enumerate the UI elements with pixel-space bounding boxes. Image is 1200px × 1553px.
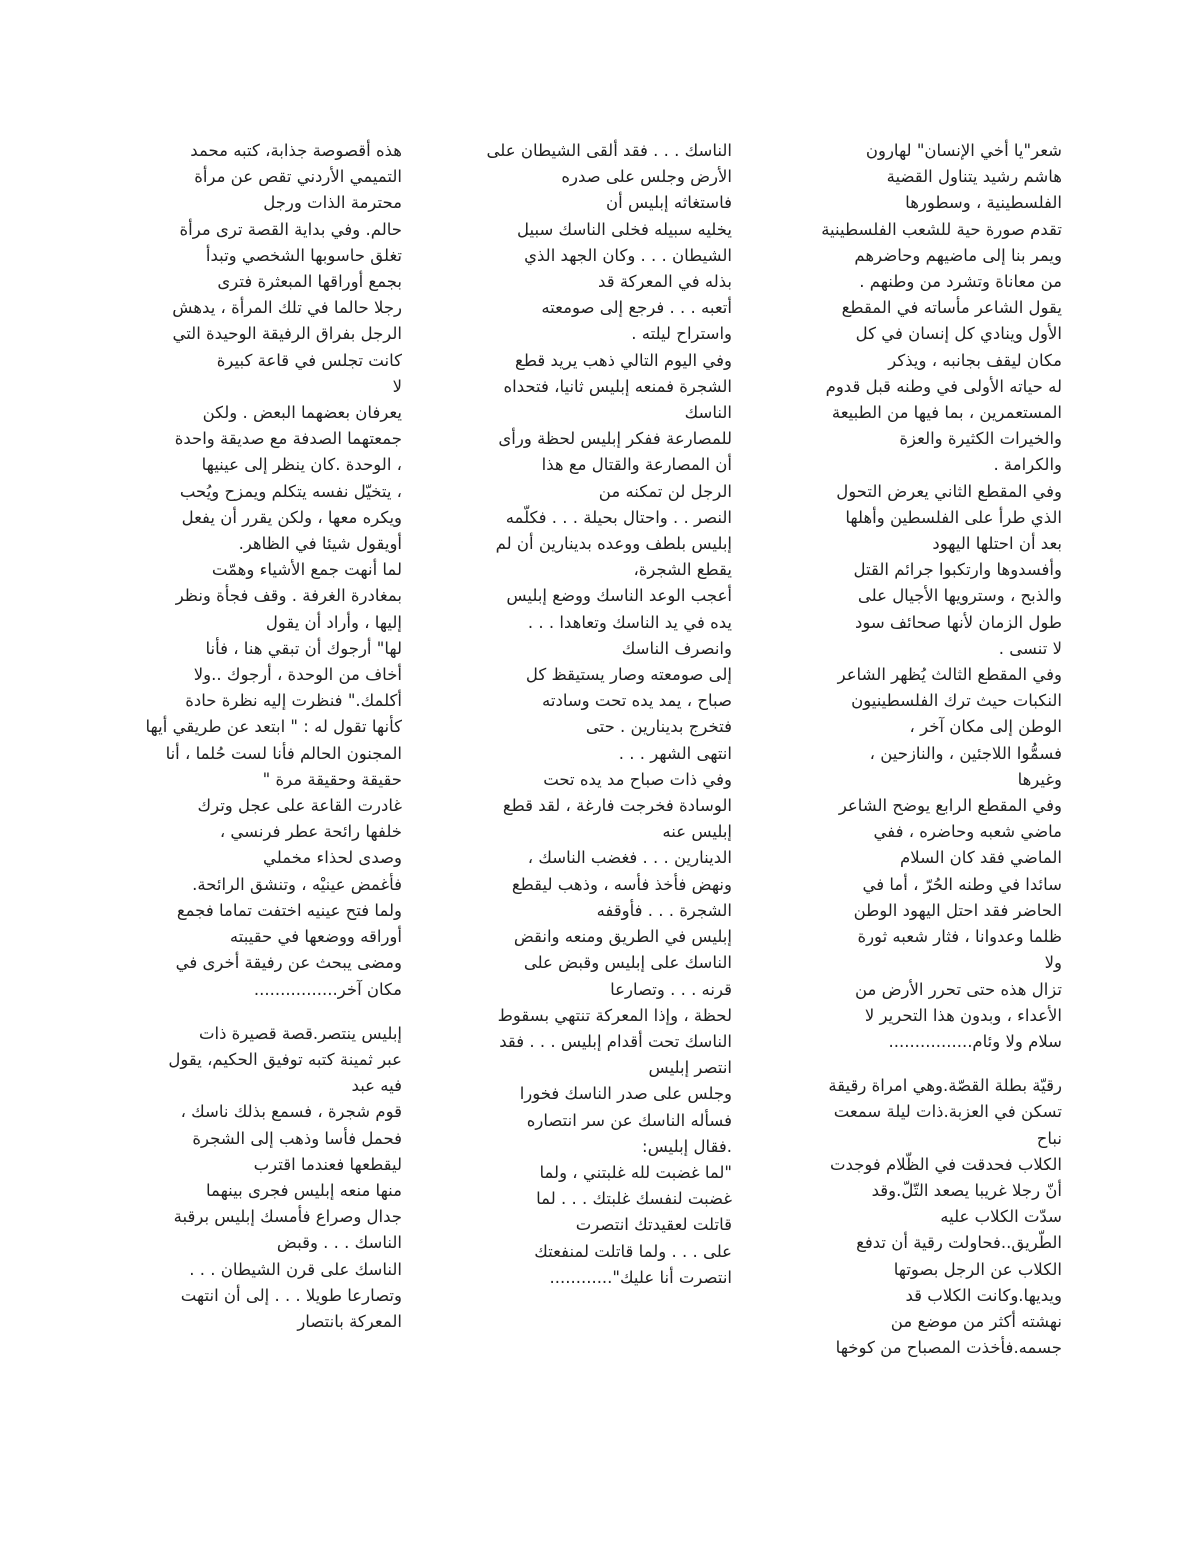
text-line: جدال وصراع فأمسك إبليس برقبة: [173, 1207, 402, 1227]
text-line: الكلاب فحدقت في الظّلام فوجدت: [829, 1154, 1062, 1174]
text-line: غادرت القاعة على عجل وترك: [197, 796, 402, 816]
text-line: يقول الشاعر مأساته في المقطع: [841, 298, 1062, 318]
text-line: سدّت الكلاب عليه: [940, 1207, 1062, 1227]
text-line: أكلمك." فنظرت إليه نظرة حادة: [185, 691, 402, 711]
text-line: الحاضر فقد احتل اليهود الوطن: [853, 900, 1062, 920]
text-line: الناسك . . . فقد ألقى الشيطان على: [486, 141, 732, 160]
text-line: ظلما وعدوانا ، فثار شعبه ثورة: [857, 927, 1062, 947]
text-line: بعد أن احتلها اليهود: [932, 534, 1062, 554]
text-line: إليها ، وأراد أن يقول: [265, 612, 402, 632]
text-line: الرجل لن تمكنه من: [598, 481, 732, 501]
text-line: وغيرها: [1017, 769, 1062, 789]
text-line: الوطن إلى مكان آخر ،: [909, 717, 1062, 737]
text-line: فسأله الناسك عن سر انتصاره: [526, 1110, 732, 1130]
text-line: انتصر إبليس: [648, 1058, 732, 1078]
text-line: المعركة بانتصار: [297, 1311, 402, 1331]
text-line: جمعتهما الصدفة مع صديقة واحدة: [174, 429, 402, 449]
text-line: جسمه.فأخذت المصباح من كوخها: [835, 1338, 1062, 1358]
text-line: إبليس ينتصر.قصة قصيرة ذات: [198, 1023, 402, 1043]
text-line: حالم. وفي بداية القصة ترى مرأة: [179, 219, 402, 239]
text-line: لا: [392, 376, 402, 396]
text-line: الشيطان . . . وكان الجهد الذي: [524, 245, 732, 265]
text-line: لما أنهت جمع الأشياء وهمّت: [211, 560, 402, 580]
text-line: المستعمرين ، بما فيها من الطبيعة: [831, 403, 1062, 423]
text-line: قاتلت لعقيدتك انتصرت: [575, 1215, 732, 1235]
text-line: الناسك تحت أقدام إبليس . . . فقد: [499, 1031, 732, 1051]
text-line: وتصارعا طويلا . . . إلى أن انتهت: [180, 1285, 402, 1305]
text-line: الناسك على قرن الشيطان . . .: [189, 1259, 402, 1279]
text-line: بجمع أوراقها المبعثرة فترى: [217, 272, 402, 292]
text-line: الماضي فقد كان السلام: [900, 848, 1062, 868]
text-line: تزال هذه حتى تحرر الأرض من: [854, 979, 1062, 999]
text-line: طول الزمان لأنها صحائف سود: [854, 612, 1062, 632]
text-column-left: [140, 138, 402, 1335]
text-line: الفلسطينية ، وسطورها: [905, 193, 1062, 213]
text-line: هاشم رشيد يتناول القضية: [886, 167, 1062, 187]
text-line: يقطع الشجرة،: [633, 560, 732, 580]
text-line: وفي المقطع الرابع يوضح الشاعر: [838, 796, 1062, 816]
text-line: الأرض وجلس على صدره: [561, 167, 732, 187]
text-line: للمصارعة ففكر إبليس لحظة ورأى: [498, 429, 732, 449]
text-line: سلام ولا وئام................: [888, 1031, 1062, 1051]
text-line: غضبت لنفسك غلبتك . . . لما: [536, 1189, 732, 1209]
text-line: الناسك على إبليس وقبض على: [523, 953, 732, 973]
text-line: أن المصارعة والقتال مع هذا: [541, 455, 732, 475]
text-line: على . . . ولما قاتلت لمنفعتك: [534, 1241, 732, 1261]
text-line: سائدا في وطنه الحُرّ ، أما في: [862, 874, 1062, 894]
text-line: فحمل فأسا وذهب إلى الشجرة: [192, 1128, 402, 1148]
text-line: لا تنسى .: [998, 638, 1062, 658]
text-line: ويمر بنا إلى ماضيهم وحاضرهم: [854, 245, 1062, 265]
text-line: فتخرج بدينارين . حتى: [585, 717, 732, 737]
text-line: واستراح ليلته .: [631, 324, 732, 344]
text-line: إبليس بلطف ووعده بدينارين أن لم: [495, 534, 732, 554]
text-line: الذي طرأ على الفلسطين وأهلها: [845, 507, 1062, 527]
text-line: الأعداء ، وبدون هذا التحرير لا: [864, 1005, 1062, 1025]
text-line: كأنها تقول له : " ابتعد عن طريقي أيها: [145, 717, 402, 737]
text-line: والكرامة .: [993, 455, 1062, 475]
text-line: ومضى يبحث عن رفيقة أخرى في: [175, 953, 402, 973]
text-line: صباح ، يمد يده تحت وسادته: [542, 691, 732, 711]
text-line: الكلاب عن الرجل بصوتها: [893, 1259, 1062, 1279]
text-line: كانت تجلس في قاعة كبيرة: [216, 350, 402, 370]
text-line: ويديها.وكانت الكلاب قد: [905, 1285, 1062, 1305]
text-line: تقدم صورة حية للشعب الفلسطينية: [821, 219, 1062, 239]
text-line: الوسادة فخرجت فارغة ، لقد قطع: [502, 796, 732, 816]
text-line: والخيرات الكثيرة والعزة: [899, 429, 1062, 449]
text-column-middle: [468, 138, 732, 1291]
text-line: أوراقه ووضعها في حقيبته: [229, 927, 402, 947]
text-line: محترمة الذات ورجل: [263, 193, 402, 213]
text-line: التميمي الأردني تقص عن مرأة: [194, 167, 402, 187]
text-line: يده في يد الناسك وتعاهدا . . .: [527, 612, 732, 632]
text-line: ، الوحدة .كان ينظر إلى عينيها: [201, 455, 402, 475]
text-line: النصر . . واحتال بحيلة . . . فكلّمه: [505, 507, 732, 527]
text-line: الرجل بفراق الرفيقة الوحيدة التي: [172, 324, 402, 344]
text-line: تغلق حاسوبها الشخصي وتبدأ: [205, 245, 402, 265]
text-line: ليقطعها فعندما اقترب: [253, 1154, 402, 1174]
paragraph-gap: [140, 1003, 402, 1021]
text-line: "لما غضبت لله غلبتني ، ولما: [539, 1162, 732, 1182]
text-line: إبليس في الطريق ومنعه وانقض: [513, 927, 732, 947]
text-line: بمغادرة الغرفة . وقف فجأة ونظر: [175, 586, 402, 606]
text-line: ولا: [1044, 953, 1062, 973]
text-line: ونهض فأخذ فأسه ، وذهب ليقطع: [511, 874, 732, 894]
text-line: إلى صومعته وصار يستيقظ كل: [525, 665, 732, 685]
text-line: هذه أقصوصة جذابة، كتبه محمد: [190, 141, 402, 160]
text-line: أنّ رجلا غريبا يصعد التّلّ.وقد: [871, 1180, 1062, 1200]
text-line: ، يتخيّل نفسه يتكلم ويمزح ويُحب: [179, 481, 402, 501]
text-line: الناسك . . . وقبض: [276, 1233, 402, 1253]
text-line: شعر"يا أخي الإنسان" لهارون: [865, 141, 1062, 160]
text-line: رقيّة بطلة القصّة.وهي امراة رقيقة: [828, 1076, 1062, 1096]
text-line: نباح: [1036, 1128, 1062, 1148]
text-column-right: [800, 138, 1062, 1361]
text-line: رجلا حالما في تلك المرأة ، يدهش: [172, 298, 402, 318]
text-line: وأفسدوها وارتكبوا جرائم القتل: [853, 560, 1062, 580]
text-line: خلفها رائحة عطر فرنسي ،: [219, 822, 402, 842]
text-line: قوم شجرة ، فسمع بذلك ناسك ،: [180, 1102, 402, 1122]
text-line: وجلس على صدر الناسك فخورا: [519, 1084, 732, 1104]
text-line: من معاناة وتشرد من وطنهم .: [859, 272, 1062, 292]
text-line: ولما فتح عينيه اختفت تماما فجمع: [176, 900, 402, 920]
text-line: فأغمض عينيْه ، وتنشق الرائحة.: [192, 874, 402, 894]
text-line: يخليه سبيله فخلى الناسك سبيل: [517, 219, 732, 239]
text-line: النكبات حيث ترك الفلسطينيون: [851, 691, 1062, 711]
text-line: أويقول شيئا في الظاهر.: [238, 534, 402, 554]
text-line: وفي المقطع الثاني يعرض التحول: [836, 481, 1062, 501]
text-line: مكان ليقف بجانبه ، ويذكر: [888, 350, 1062, 370]
text-line: .فقال إبليس:: [642, 1136, 732, 1156]
text-line: الشجرة . . . فأوقفه: [596, 900, 732, 920]
text-line: أخاف من الوحدة ، أرجوك ..ولا: [193, 665, 402, 685]
text-line: وانصرف الناسك: [621, 638, 732, 658]
text-line: الأول وينادي كل إنسان في كل: [855, 324, 1062, 344]
text-line: بذله في المعركة قد: [598, 272, 732, 292]
text-line: تسكن في العزبة.ذات ليلة سمعت: [833, 1102, 1062, 1122]
text-line: انتصرت أنا عليك"............: [549, 1267, 732, 1287]
text-line: الشجرة فمنعه إبليس ثانيا، فتحداه: [503, 376, 732, 396]
text-line: حقيقة وحقيقة مرة ": [262, 769, 402, 789]
text-line: وفي ذات صباح مد يده تحت: [543, 769, 732, 789]
text-line: مكان آخر................: [253, 979, 402, 999]
text-line: له حياته الأولى في وطنه قبل قدوم: [825, 376, 1062, 396]
text-line: المجنون الحالم فأنا لست حُلما ، أنا: [165, 743, 402, 763]
text-line: نهشته أكثر من موضع من: [890, 1311, 1062, 1331]
text-line: إبليس عنه: [662, 822, 732, 842]
text-line: وصدى لحذاء مخملي: [263, 848, 402, 868]
text-line: أعجب الوعد الناسك ووضع إبليس: [506, 586, 732, 606]
text-line: الدينارين . . . فغضب الناسك ،: [527, 848, 732, 868]
text-line: وفي المقطع الثالث يُظهر الشاعر: [837, 665, 1062, 685]
text-line: لها" أرجوك أن تبقي هنا ، فأنا: [205, 638, 402, 658]
text-line: فسمُّوا اللاجئين ، والنازحين ،: [869, 743, 1062, 763]
paragraph-gap: [800, 1055, 1062, 1073]
text-line: يعرفان بعضهما البعض . ولكن: [202, 403, 402, 423]
text-line: قرنه . . . وتصارعا: [610, 979, 732, 999]
text-line: والذبح ، وسترويها الأجيال على: [857, 586, 1062, 606]
text-line: فاستغاثه إبليس أن: [606, 193, 732, 213]
text-line: الطّريق..فحاولت رقية أن تدفع: [856, 1233, 1062, 1253]
text-line: عبر ثمينة كتبه توفيق الحكيم، يقول: [168, 1049, 402, 1069]
text-line: انتهى الشهر . . .: [618, 743, 732, 763]
text-line: ماضي شعبه وحاضره ، ففي: [873, 822, 1062, 842]
text-line: وفي اليوم التالي ذهب يريد قطع: [515, 350, 732, 370]
text-line: منها منعه إبليس فجرى بينهما: [206, 1180, 402, 1200]
text-line: ويكره معها ، ولكن يقرر أن يفعل: [181, 507, 402, 527]
text-line: لحظة ، وإذا المعركة تنتهي بسقوط: [497, 1005, 732, 1025]
text-line: أتعبه . . . فرجع إلى صومعته: [541, 298, 732, 318]
text-line: فيه عبد: [351, 1076, 402, 1096]
text-line: الناسك: [684, 403, 732, 423]
